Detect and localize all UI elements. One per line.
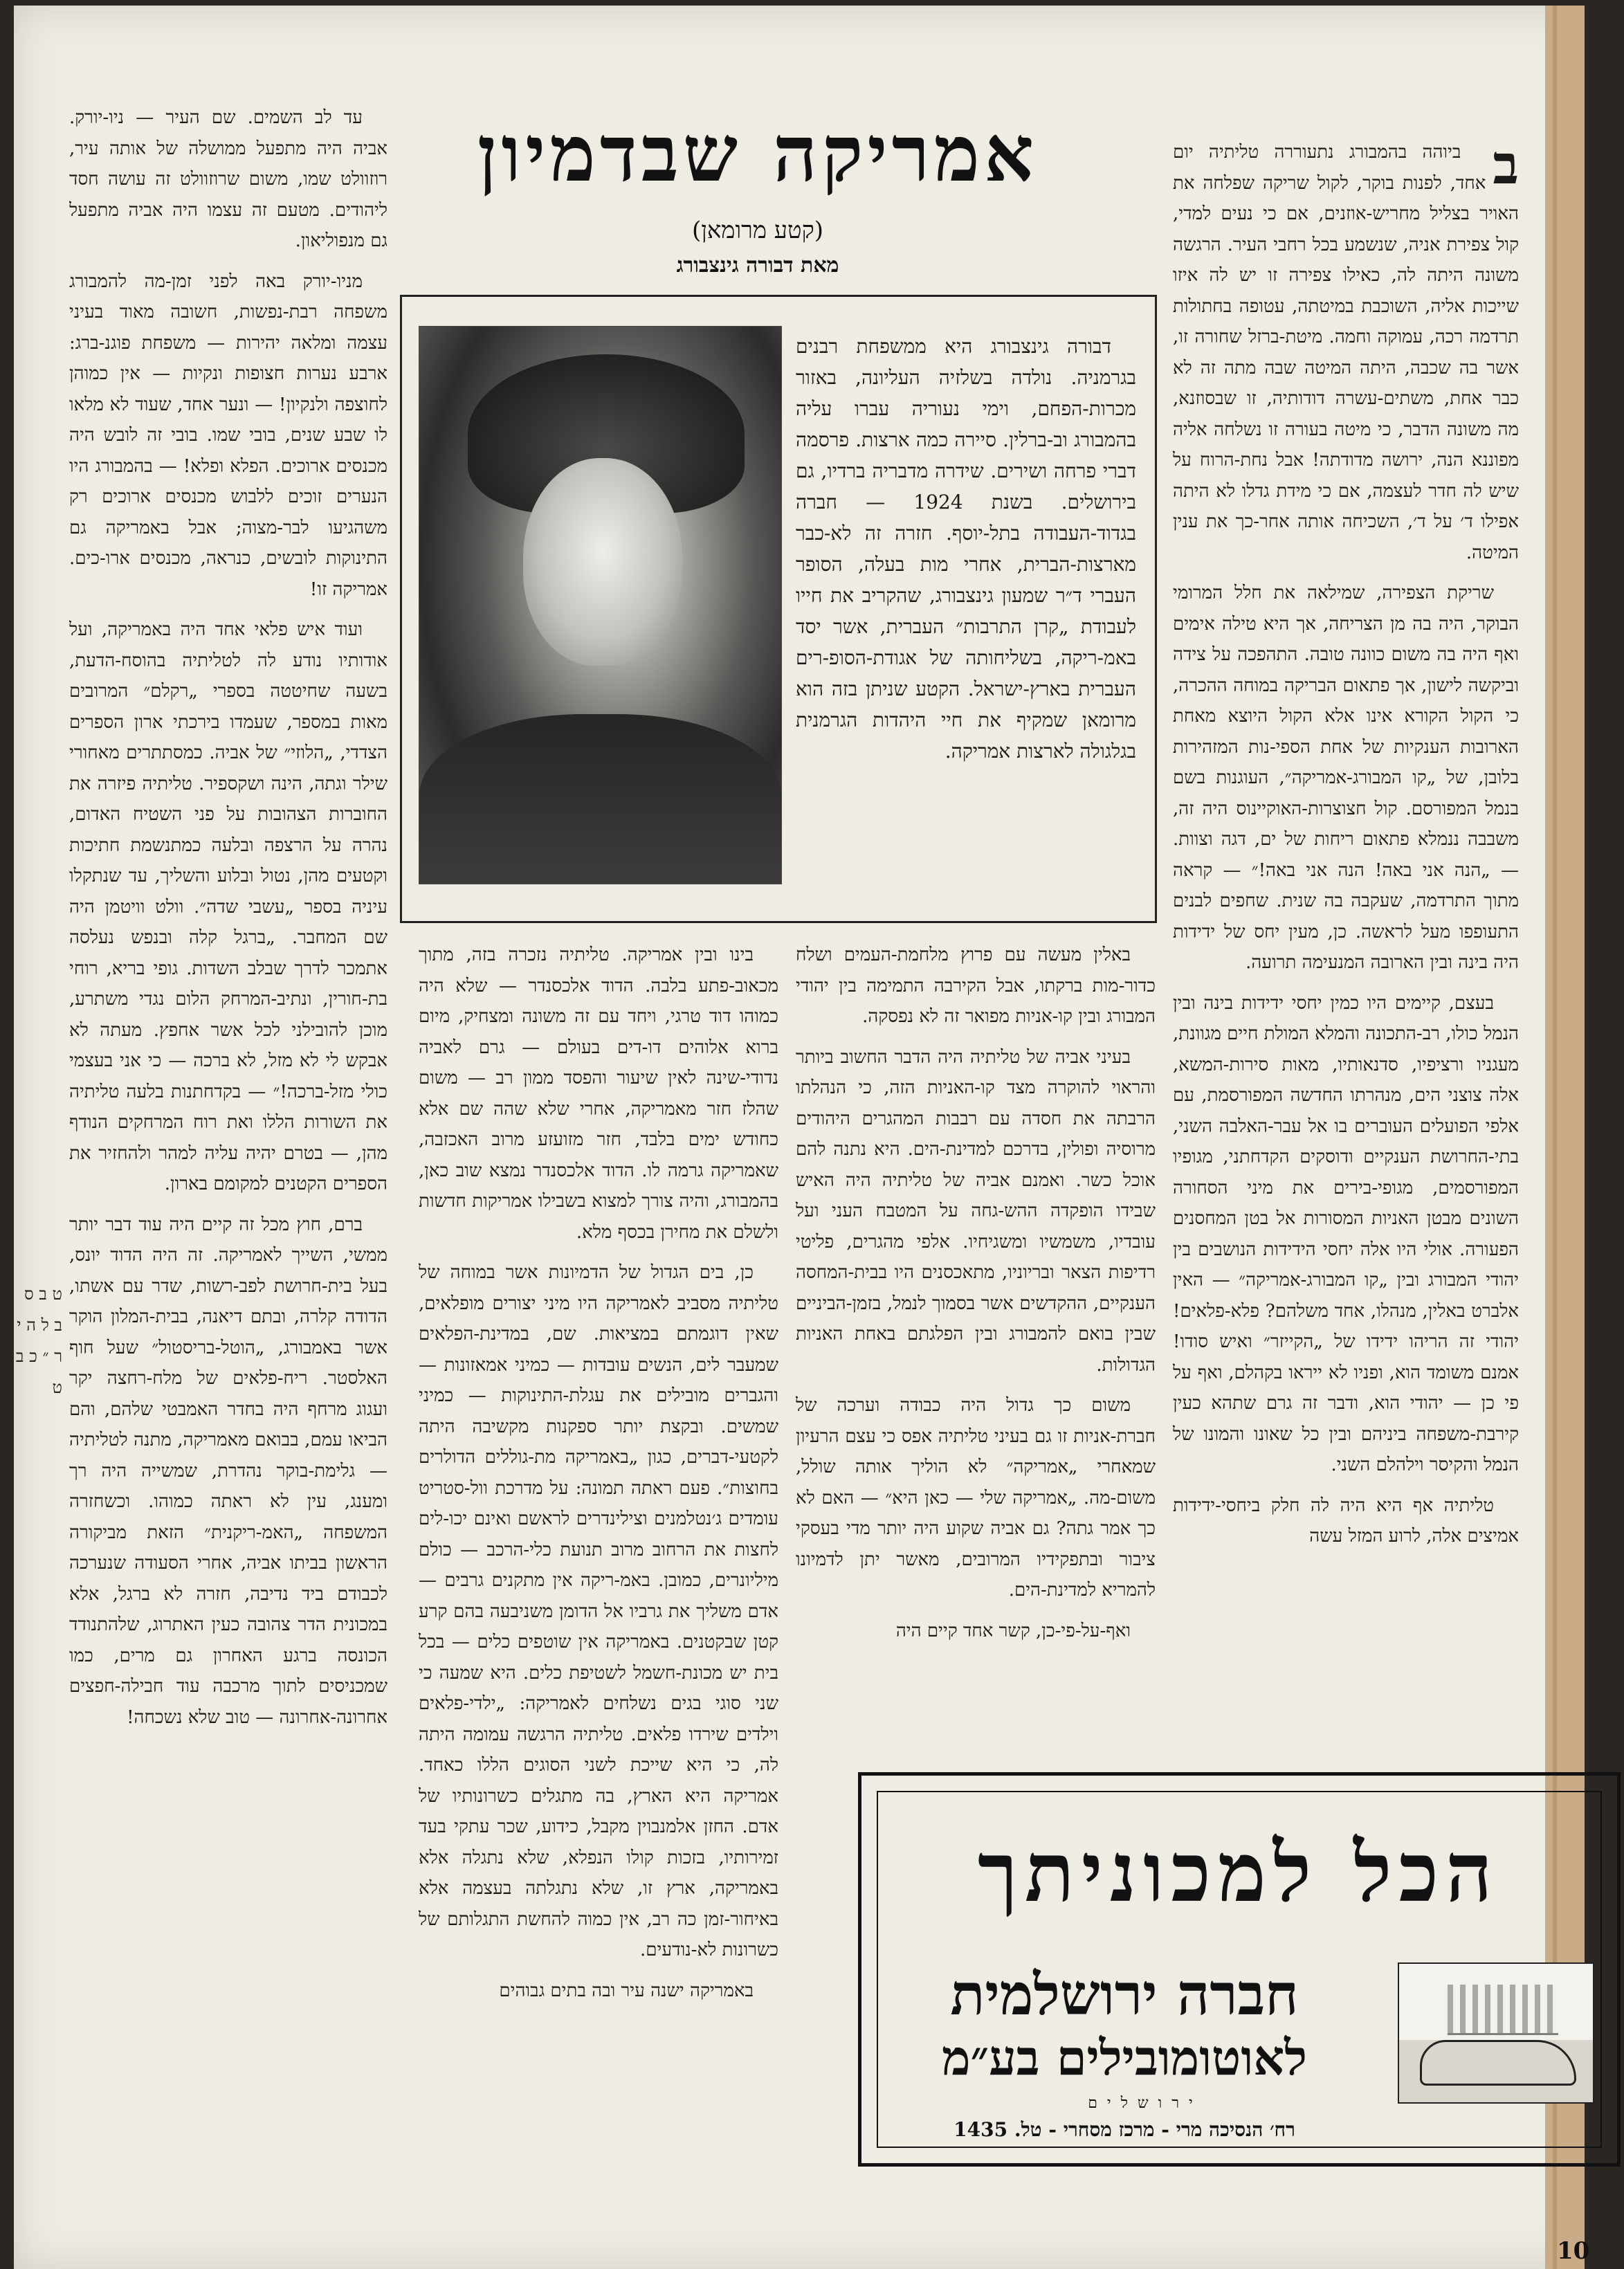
column-left-para-3: באמריקה ישנה עיר ובה בתים גבוהים — [499, 1980, 754, 2001]
column-left-para-1: בינו ובין אמריקה. טליתיה נזכרה בזה, מתוך מכאוב-פתע בלבה. הדוד אלכסנדר — שלא היה כמוהו דוד טרגי, ויחד עם זה משונה ומצחיק, מיום ברוא אלוהים דו-דים בעולם — גרם לאביה נדודי-שינה לאין שיעור והפסד ממון רב — משום שהלז חזר מאמריקה, אחרי שלא שהה שם אלא כחודש ימים בלבד, חזר מזועזע מרוב האכזבה, שאמריקה גרמה לו. הדוד אלכסנדר נמצא שוב כאן, בהמבורג, והיה צורך למצוא בשבילו אמריקות חדשות ולשלם את מחירן בכסף מלא. — [419, 945, 778, 1243]
car-logo-icon — [1398, 1962, 1594, 2104]
column-far-left — [69, 102, 387, 2248]
column-left-para-2: כן, בים הגדול של הדמיונות אשר במוחה של טליתיה מסביב לאמריקה היו מיני יצורים מופלאים, שאין דוגמתם במציאות. שם, במדינת-הפלאים שמעבר לים, הנשים עובדות — כמיני אמאזונות — והגברים מובילים את עגלת-התינוקות — כמיני שמשים. ובקצת יותר ספקנות מקשיבה היתה לקטעי-דברים, כגון „באמריקה מת-גוללים הדולרים בחוצות״. פעם ראתה תמונה: על מדרכת וול-סטריט עומדים ג׳נטלמנים וצילינדרים לראשם ואינם יכו-לים לחצות את הרחוב מרוב תנועת כלי-הרכב — כולם מיליונרים, כמובן. באמ-ריקה אין מתקנים גרבים — אדם משליך את גרביו אל הדומן משניבעה בהם קרע קטן שבקטנים. באמריקה אין שוטפים כלים — בכל בית יש מכונת-חשמל לשטיפת כלים. היא שמעה כי שני סוגי בגים נשלחים לאמריקה: „ילדי-פלאים וילדים שירדו פלאים. טליתיה הרגשה עמומה היתה לה, כי היא שייכת לשני הסוגים הללו כאחד. אמריקה היא הארץ, בה מתגלים כשרונותיו של אדם. החזן אלמנבוין מקבל, כידוע, שכר עתקי בעד זמירותיו, בזכות קולו הנפלא, שלא נתגלה אלא באמריקה, ארץ זו, שלא נתגלתה בעצמה אלא באיחור-זמן כה רב, אין כמוה להחשת התגלותם של כשרונות לא-נודעים. — [419, 1262, 778, 1960]
author-bio — [796, 331, 1136, 898]
ad-address: רח׳ הנסיכה מרי - מרכז מסחרי - טל. 1435 — [954, 2118, 1295, 2141]
column-middle-para-1: באלין מעשה עם פרוץ מלחמת-העמים ושלח כדור-מות ברקתו, אבל הקירבה התמימה בין יהודי המבורג ובין קו-אניות מפואר זה לא נפסקה. — [796, 945, 1156, 1027]
magazine-page — [14, 6, 1590, 2269]
column-right-para-1: ביוהה בהמבורג נתעוררה טליתיה יום אחד, לפנות בוקר, לקול שריקה שפלחה את האויר בצליל מחריש-אוזנים, אם כי נעים למדי, קול צפירת אניה, שנשמע בכל רחבי העיר. הרגשה משונה היתה לה, כאילו צפירה זו יש לה איזו שייכות אליה, השוכבת במיטתה, עטופה בחתולות תרדמה רכה, עמוקה וחמה. מיטת-ברזל שחורה זו, אשר בה שכבה, היתה המיטה שבה מתה זה לא כבר אחת, משתים-עשרה דודותיה, זו שבסוזנא, מה משונה הדבר, כי מיטה בעורה זו נשלחה אליה מפוננא הנה, ירושה מדודתה! אבל נחת-הרוח על שיש לה חדר לעצמה, אם כי מידת גדלו לא היתה אפילו ד׳ על ד׳, השכיחה אותה אחר-כך את ענין המיטה. — [1173, 142, 1519, 563]
bio-frame-bottom — [400, 921, 1157, 923]
column-far-left-para-4: ברם, חוץ מכל זה קיים היה עוד דבר יותר ממשי, השייך לאמריקה. זה היה הדוד יונס, בעל בית-חרושת לפב-רשות, שדר עם אשתו, הדודה קלרה, ובתם דיאנה, בבית-המלון הוקר אשר באמבורג, „הוטל-בריסטול״ שעל חוף האלסטר. ריח-פלאים של מלח-רחצה יקר ועגוג מרחף היה בחדר האמבטי שלהם, והם הביאו עמם, בבואם מאמריקה, מתנה לטליתיה — גלימת-בוקר נהדרת, שמשייה היה רך ומענג, עין לא ראתה כמוהו. וכשחזרה המשפחה „האמ-ריקנית״ הזאת מביקורה הראשון בביתו אביה, אחרי הסעודה שנערכה לכבודם ביד נדיבה, חזרה לא ברגל, אלא במכונית הדר צהובה כעין האתרוג, שלהתנודד הכונסה ברגע האחרון גם מרים, כמו שמכניסים לתוך מרכבה עוד חבילה-חפצים אחרונה-אחרונה — טוב שלא נשכחה! — [69, 1214, 387, 1728]
column-right-para-3: בעצם, קיימים היו כמין יחסי ידידות בינה ובין הנמל כולו, רב-התכונה והמלא המולת חיים מגוונת, מעגניו ורציפיו, סדנאותיו, מאות סירות-המשא, אלה צוצני הים, מנהרתו החדשה המפורסמת, עם אלפי הפועלים העוברים בו אל עבר-האלבה השני, בתי-החרושת הענקיים ודוסקים הקדחתני, מגופיו המפורסמים, מגופי-בירים את מיני הסחורה השונים מבטן האניות המסורות אל בטן המחסנים הפעורה. אולי היו אלה יחסי הידידות הנושבים בין יהודי המבורג ובין „קו המבורג-אמריקה״ — האין אלברט באלין, מנהלו, אחד משלהם? פלא-פלאים! יהודי זה הריהו ידידו של „הקייזר״ ואיש סודו! אמנם משומד הוא, ופניו לא ייראו בקהלם, ואף על פי כן — יהודי הוא, ודבר זה גרם שתהא כעין קירבת-משפחה ביניהם ובין כל שאונו והמונו של הנמל והקיסר וילהלם השני. — [1173, 992, 1519, 1475]
bio-frame-right — [1155, 295, 1157, 923]
column-middle-para-2: בעיני אביה של טליתיה היה הדבר החשוב ביותר והראוי להוקרה מצד קו-האניות הזה, כי הנהלתו הרבתה את חסדה עם רבבות המהגרים היהודים מרוסיה ופולין, בדרכם למדינת-הים. היא נתנה להם אוכל כשר. ואמנם אביה של טליתיה היה האיש שבידו הופקדה ההש-גחה על המטבח העני ועל עובדיו, משמשיו ומשגיחיו. אלפי מהגרים, פליטי רדיפות הצאר ובריוניו, מתאכסנים היו בבית-המחסה הענקיים, ההקדשים אשר בסמוך לנמל, בזמן-הביניים שבין בואם להמבורג ובין הפלגתם באחת האניות הגדולות. — [796, 1046, 1156, 1376]
portrait-shoulders — [419, 714, 781, 884]
column-right-para-2: שריקת הצפירה, שמילאה את חלל המרומי הבוקר, היה בה מן הצריחה, אך היא טילה אימים ואף היה בה משום כוונה טובה. התהפכה על צידה וביקשה לישון, אך פתאום הבריקה במוחה ההכרה, כי הקול הקורא אינו אלא הקול היוצא מאחת הארובות הענקיות של אחת הספי-נות המזהירות בלובן, של „קו המבורג-אמריקה״, העוגנות בשם בנמל המפורסם. קול חצוצרות-האוקיינוס היה זה, משבבה ננמלא פתאום ריחות של ים, דגה וצוות. — „הנה אני באה! הנה אני באה!״ — קראה מתוך התרדמה, שעקבה בה שנית. שחפים לבנים התעופפו מעל לראשה. כן, מעין יחס של ידידות היה בינה ובין הארובה המנעימה תרועה. — [1173, 583, 1519, 973]
ad-company-line-2: לאוטומובילים בע״מ — [942, 2029, 1307, 2086]
column-middle-para-4: ואף-על-פי-כן, קשר אחד קיים היה — [895, 1620, 1131, 1641]
bio-frame-left — [400, 295, 402, 923]
jerusalem-skyline-icon — [1448, 1985, 1558, 2035]
portrait-face — [523, 458, 682, 666]
advertisement-box — [858, 1772, 1621, 2167]
article-byline: מאת דבורה גינצבורג — [676, 253, 839, 277]
column-far-left-para-3: ועוד איש פלאי אחד היה באמריקה, ועל אודותיו נודע לה לטליתיה בהוסח-הדעת, בשעה שחיטטה בספרי „רקלם״ המרובים מאות במספר, שעמדו בירכתי ארון הספרים הצדדי, „הלוזי״ של אביה. כמסתתרים מאחורי שילר וגתה, הינה ושקספיר. טליתיה פיזרה את החוברות הצהובות על פני השטיח האדום, נהרה על הרצפה ובלעה כמתנשמת חתיכות וקטעים מהן, נטול ובלוע והשליך, עד שנתקלו עיניה בספר „עשבי שדה״. וולט וויטמן היה שם המחבר. „ברגל קלה ובנפש נעלסה אתמכר לדרך שבלב השדות. גופי בריא, רוחי בת-חורין, ונתיב-המרחק הלום נגדי משתרע, מוכן להובילני לכל אשר אחפץ. מעתה לא אבקש לי לא מזל, לא ברכה — כי אני בעצמי כולי מזל-ברכה!״ — בקדחתנות בלעה טליתיה את השורות הללו ואת רוח המרחקים הנודף מהן, — בטרם יהיה עליה למהר ולהחזיר את הספרים הקטנים למקומם בארון. — [69, 619, 387, 1194]
article-subtitle: (קטע מרומאן) — [691, 217, 824, 244]
column-right — [1173, 137, 1519, 1978]
neighbor-page-strip: ט ב ס ב ל ה י ר ״ כ ב ט — [15, 1284, 62, 1397]
automobile-icon — [1420, 2040, 1576, 2086]
column-far-left-para-2: מניו-יורק באה לפני זמן-מה להמבורג משפחה רבת-נפשות, חשובה מאוד בעיני עצמה ומלאה יהירות — משפחת פוגנ-ברג: ארבע נערות חצופות ונקיות — אין כמוהן לחוצפה ולנקיון! — ונער אחד, שעוד לא מלאו לו שבע שנים, בובי שמו. בובי זה לובש היה מכנסים ארוכים. הפלא ופלא! — בהמבורג היו הנערים זוכים ללבוש מכנסים ארוכים רק משהגיעו לבר-מצוה; אבל באמריקה גם התינוקות לובשים, כנראה, מכנסים ארו-כים. אמריקה זו! — [69, 271, 387, 600]
column-middle-para-3: משום כך גדול היה כבודה וערכה של חברת-אניות זו גם בעיני טליתיה אפס כי עצם הרעיון שמאחרי „אמריקה״ לא הוליך אותה שולל, משום-מה. „אמריקה שלי — כאן היא״ — האם לא כך אמר גתה? גם אביה שקוע היה יותר מדי בעסקי ציבור ובתפקידיו המרובים, מאשר יתן לדמיונו להמריא למדינת-הים. — [796, 1395, 1156, 1601]
article-title: אמריקה שבדמיון — [477, 109, 1039, 199]
ad-company-line-1: חברה ירושלמית — [950, 1962, 1299, 2028]
column-far-left-para-1: עד לב השמים. שם העיר — ניו-יורק. אביה היה מתפעל ממושלה של אותה עיר, רוזוולט שמו, משום שרוזוולט זה עושה חסד ליהודים. מטעם זה עצמו היה אביה מתפעל גם מנפוליאון. — [69, 107, 387, 251]
bio-frame-top — [400, 295, 1157, 297]
column-middle — [796, 940, 1156, 1735]
ad-headline: הכל למכוניתך — [977, 1824, 1500, 1920]
author-portrait — [419, 326, 782, 884]
column-left — [419, 940, 778, 2241]
column-right-para-4: טליתיה אף היא היה לה חלק ביחסי-ידידות אמיצים אלה, לרוע המזל עשה — [1173, 1495, 1519, 1547]
ad-logo-caption: ירושלים — [1088, 2095, 1203, 2112]
page-number: 10 — [1557, 2237, 1590, 2265]
author-bio-text: דבורה גינצבורג היא ממשפחת רבנים בגרמניה. נולדה בשלזיה העליונה, באזור מכרות-הפחם, וימי נעוריה עברו עליה בהמבורג וב-ברלין. סיירה כמה ארצות. פרסמה דברי פרחה ושירים. שידרה מדבריה ברדיו, גם בירושלים. בשנת 1924 — חברה בגדוד-העבודה בתל-יוסף. חזרה זה לא-כבר מארצות-הברית, אחרי מות בעלה, הסופר העברי ד״ר שמעון גינצבורג, שהקריב את חייו לעבודת „קרן התרבות״ העברית, אשר יסד באמ-ריקה, בשליחותה של אגודת-הסופ-רים העברית בארץ-ישראל. הקטע שניתן בזה הוא מרומאן שמקיף את חיי היהדות הגרמנית בגלגולה לארצות אמריקה. — [796, 335, 1136, 763]
drop-cap: ב — [1493, 137, 1519, 197]
